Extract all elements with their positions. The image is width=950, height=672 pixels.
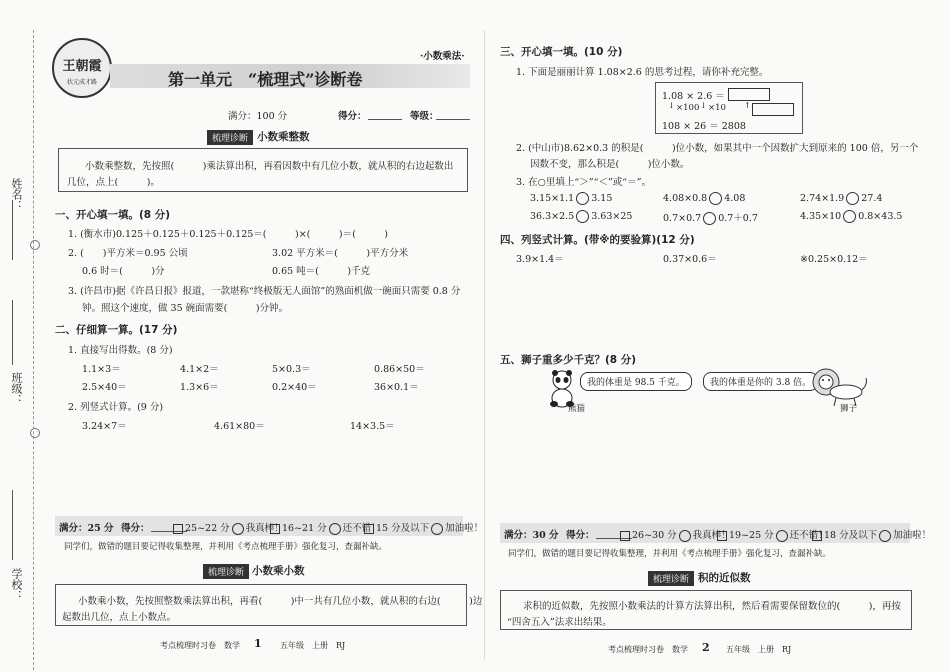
part2-heading: 二、仔细算一算。(17 分): [55, 324, 178, 336]
full-score: 满分：30 分: [504, 530, 559, 541]
assess-range: 16~21 分: [282, 523, 327, 534]
binding-line: [33, 30, 34, 670]
assess-option[interactable]: [362, 520, 483, 535]
part2-q2: 2. 列竖式计算。(9 分): [68, 402, 164, 413]
part1-q2b: 3.02 平方米＝( )平方分米: [272, 248, 409, 259]
score-label: 得分：: [566, 530, 595, 541]
smiley-icon: [679, 530, 691, 542]
grade-blank[interactable]: [436, 119, 470, 120]
compare-left: 4.08×0.8: [663, 193, 708, 204]
compare-right: 27.4: [861, 193, 883, 204]
compare-circle[interactable]: [846, 192, 859, 205]
concept-text-1: 小数乘小数，先按照整数乘法算出积，再看( )中一共有几位小数，就从积的右边( )边: [78, 596, 483, 607]
review-tip: 同学们，做错的题目要记得收集整理，并利用《考点梳理手册》强化复习，查漏补缺。: [64, 542, 388, 552]
part1-q2c: 0.6 时＝( )分: [82, 266, 165, 277]
oral-item: 1.3×6＝: [180, 382, 219, 393]
compare-right: 0.8×43.5: [858, 211, 903, 222]
calc-bottom: 108 × 26 ＝ 2808: [662, 121, 746, 132]
compare-circle[interactable]: [709, 192, 722, 205]
up-arrow-icon: ↑: [744, 101, 751, 110]
answer-box[interactable]: [728, 88, 770, 101]
assess-text: 还不错！: [789, 530, 828, 541]
part1-q3b: 钟。照这个速度，做 35 碗面需要( )分钟。: [82, 303, 289, 314]
checkbox-icon[interactable]: [812, 531, 822, 541]
smiley-icon: [431, 523, 443, 535]
compare-item: [800, 210, 902, 223]
checkbox-icon[interactable]: [270, 524, 280, 534]
vertical-item: 14×3.5＝: [350, 421, 395, 432]
compare-right: 3.63×25: [591, 211, 633, 222]
topic-tag: ·小数乘法·: [420, 51, 465, 62]
vertical-item: 3.9×1.4＝: [516, 254, 564, 265]
footer-series: 考点梳理时习卷 数学: [160, 641, 240, 650]
concept-box: [58, 148, 468, 192]
binding-hole-icon: [30, 428, 40, 438]
concept-text-2: 起数出几位，点上小数点。: [62, 612, 177, 623]
panda-label: 熊猫: [568, 404, 586, 414]
part2-q1: 1. 直接写出得数。(8 分): [68, 345, 173, 356]
compare-item: [530, 210, 632, 223]
assess-text: 加油啦！: [893, 530, 932, 541]
concept-box: [55, 584, 483, 626]
page-number: 1: [254, 637, 262, 650]
section-tag: 梳理诊断: [648, 571, 694, 586]
lion-icon: [808, 366, 868, 408]
school-label: 学校：: [10, 568, 23, 601]
calc-mid-left: ×100: [676, 103, 700, 113]
compare-circle[interactable]: [576, 210, 589, 223]
brand-logo: [52, 38, 112, 98]
concept-text-1: 求积的近似数，先按照小数乘法的计算方法算出积，然后看需要保留数位的( )，再按: [523, 601, 901, 612]
part4-heading: 四、列竖式计算。(带※的要验算)(12 分): [500, 234, 695, 246]
part3-q3: 3. 在○里填上“＞”“＜”或“＝”。: [516, 177, 652, 188]
assess-text: 我真棒！: [245, 523, 284, 534]
checkbox-icon[interactable]: [364, 524, 374, 534]
self-assessment-bar: [55, 516, 484, 536]
part1-q1: 1. (衡水市)0.125＋0.125＋0.125＋0.125＝( )×( )＝( ): [68, 229, 388, 240]
section-tag: 梳理诊断: [207, 130, 253, 145]
lion-speech: 我的体重是你的 3.8 倍。: [703, 372, 818, 391]
part1-q2a: 2. ( )平方米＝0.95 公顷: [68, 248, 188, 259]
page-number: 2: [702, 641, 710, 654]
compare-right: 3.15: [591, 193, 613, 204]
oral-item: 36×0.1＝: [374, 382, 419, 393]
assess-option[interactable]: [810, 527, 931, 542]
name-line: [12, 200, 14, 260]
compare-item: [663, 192, 745, 205]
panda-speech: 我的体重是 98.5 千克。: [580, 372, 692, 391]
self-assessment-bar: [500, 523, 932, 543]
score-label: 得分：: [121, 523, 150, 534]
compare-circle[interactable]: [703, 212, 716, 225]
checkbox-icon[interactable]: [717, 531, 727, 541]
vertical-item: 0.37×0.6＝: [663, 254, 717, 265]
part1-q3a: 3. (许昌市)据《许昌日报》报道，一款堪称“终极版无人面馆”的熟面机做一碗面只需要 0.8 分: [68, 286, 461, 297]
compare-item: [800, 192, 882, 205]
concept-text-2: “四舍五入”法求出结果。: [507, 617, 612, 628]
footer-grade: 五年级 上册 RJ: [280, 641, 346, 650]
oral-item: 4.1×2＝: [180, 364, 219, 375]
oral-item: 1.1×3＝: [82, 364, 121, 375]
concept-text-1: 小数乘整数，先按照( )乘法算出积，再看因数中有几位小数，就从积的右边起数出: [85, 161, 454, 172]
compare-left: 2.74×1.9: [800, 193, 845, 204]
vertical-item: 4.61×80＝: [214, 421, 265, 432]
assess-range: 26~30 分: [632, 530, 677, 541]
grade-label: 等级：: [410, 111, 439, 122]
compare-left: 36.3×2.5: [530, 211, 575, 222]
oral-item: 0.2×40＝: [272, 382, 317, 393]
score-blank[interactable]: [368, 119, 402, 120]
assess-range: 25~22 分: [185, 523, 230, 534]
class-label: 班级：: [10, 372, 23, 405]
smiley-icon: [776, 530, 788, 542]
compare-circle[interactable]: [843, 210, 856, 223]
part5-heading: 五、狮子重多少千克？(8 分): [500, 354, 637, 366]
section-title: 积的近似数: [698, 572, 751, 584]
assess-range: 19~25 分: [729, 530, 774, 541]
oral-item: 5×0.3＝: [272, 364, 311, 375]
compare-item: [663, 210, 758, 225]
concept-text-2: 几位，点上( )。: [67, 177, 160, 188]
vertical-item: ※0.25×0.12＝: [800, 254, 868, 265]
full-score: 满分：100 分: [228, 111, 288, 122]
assess-option[interactable]: [618, 527, 731, 542]
page-divider: [484, 30, 485, 660]
compare-item: [530, 192, 612, 205]
lion-label: 狮子: [840, 404, 858, 414]
oral-item: 0.86×50＝: [374, 364, 425, 375]
part3-q1: 1. 下面是丽丽计算 1.08×2.6 的思考过程，请你补充完整。: [516, 67, 769, 78]
smiley-icon: [879, 530, 891, 542]
smiley-icon: [232, 523, 244, 535]
assess-text: 我真棒！: [692, 530, 731, 541]
down-arrow-icon: ↓: [668, 101, 675, 110]
assess-range: 18 分及以下: [824, 530, 878, 541]
part3-q2b: 因数不变，那么积是( )位小数。: [530, 159, 690, 170]
compare-circle[interactable]: [576, 192, 589, 205]
part3-q2a: 2. (中山市)8.62×0.3 的积是( )位小数，如果其中一个因数扩大到原来的 100 倍，另一个: [516, 143, 919, 154]
full-score: 满分：25 分: [59, 523, 114, 534]
section-tag: 梳理诊断: [203, 564, 249, 579]
compare-right: 4.08: [724, 193, 746, 204]
compare-left: 4.35×10: [800, 211, 842, 222]
footer-series: 考点梳理时习卷 数学: [608, 645, 688, 654]
logo-brand: 王朝霞: [62, 59, 102, 74]
part1-q2d: 0.65 吨＝( )千克: [272, 266, 371, 277]
assess-range: 15 分及以下: [376, 523, 430, 534]
compare-right: 0.7＋0.7: [718, 213, 758, 224]
assess-text: 加油啦！: [445, 523, 484, 534]
concept-box: [500, 590, 912, 630]
footer-grade: 五年级 上册 RJ: [726, 645, 792, 654]
school-line: [12, 490, 14, 560]
section-title: 小数乘小数: [252, 565, 305, 577]
checkbox-icon[interactable]: [173, 524, 183, 534]
compare-left: 3.15×1.1: [530, 193, 575, 204]
name-label: 姓名：: [10, 178, 23, 211]
calc-top: 1.08 × 2.6 ＝: [662, 91, 725, 102]
assess-text: 还不错！: [342, 523, 381, 534]
section-title: 小数乘整数: [257, 131, 310, 143]
binding-hole-icon: [30, 240, 40, 250]
down-arrow-icon: ↓: [700, 101, 707, 110]
oral-item: 2.5×40＝: [82, 382, 127, 393]
answer-box[interactable]: [752, 103, 794, 116]
score-label: 得分：: [338, 111, 367, 122]
thinking-process-box: [655, 82, 803, 134]
calc-mid-right: ×10: [708, 103, 726, 113]
vertical-item: 3.24×7＝: [82, 421, 127, 432]
smiley-icon: [329, 523, 341, 535]
class-line: [12, 300, 14, 365]
compare-left: 0.7×0.7: [663, 213, 702, 224]
part1-heading: 一、开心填一填。(8 分): [55, 209, 171, 221]
checkbox-icon[interactable]: [620, 531, 630, 541]
logo-tagline: 状元成才路: [66, 79, 97, 86]
unit-title: 第一单元 “梳理式”诊断卷: [168, 70, 363, 89]
review-tip: 同学们，做错的题目要记得收集整理，并利用《考点梳理手册》强化复习，查漏补缺。: [508, 549, 832, 559]
part3-heading: 三、开心填一填。(10 分): [500, 46, 623, 58]
assess-option[interactable]: [171, 520, 284, 535]
